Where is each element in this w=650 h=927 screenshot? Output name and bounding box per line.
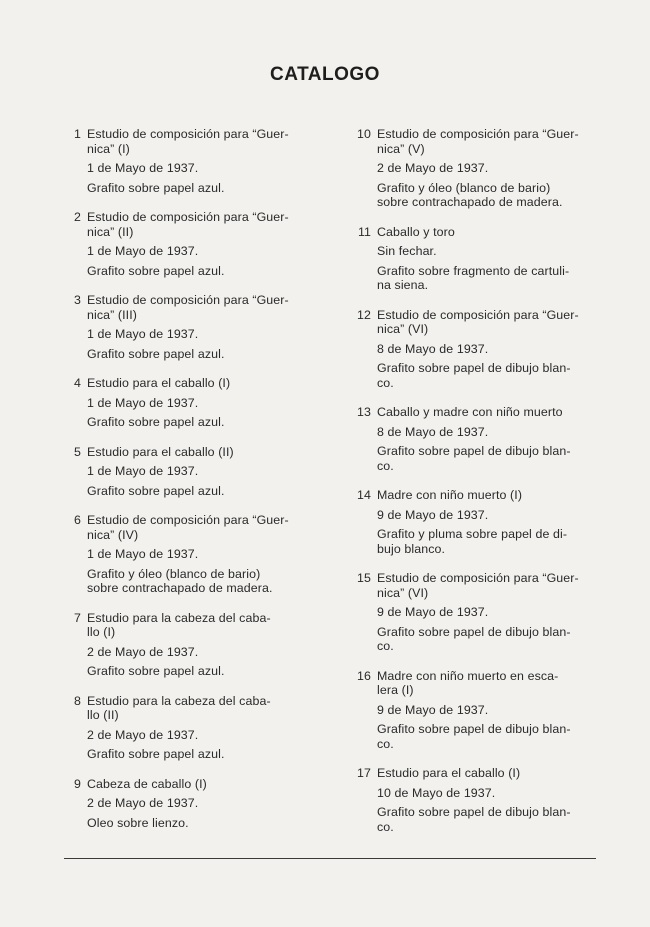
- entry-date: 2 de Mayo de 1937.: [87, 727, 199, 742]
- catalog-entry: [64, 210, 312, 278]
- entry-title-line: Estudio para el caballo (I): [87, 376, 231, 390]
- entry-number: 4: [74, 376, 81, 390]
- entry-number: 15: [357, 571, 371, 585]
- catalog-entry: [64, 127, 312, 195]
- entry-medium-line: Oleo sobre lienzo.: [87, 815, 189, 830]
- entry-medium-line: Grafito sobre papel azul.: [87, 180, 225, 195]
- entry-medium-line: co.: [377, 736, 394, 751]
- catalog-entry: [354, 405, 598, 473]
- entry-date: 2 de Mayo de 1937.: [87, 644, 199, 659]
- entry-title-line: nica” (IV): [87, 527, 139, 542]
- catalog-column-right: [354, 127, 598, 849]
- entry-title-line: Estudio de composición para “Guer-: [87, 210, 289, 224]
- entry-number: 3: [74, 293, 81, 307]
- entry-title-line: nica” (VI): [377, 585, 429, 600]
- entry-title-line: Estudio de composición para “Guer-: [87, 513, 289, 527]
- entry-title-line: Estudio para la cabeza del caba-: [87, 693, 271, 708]
- entry-medium-line: Grafito y pluma sobre papel de di-: [377, 527, 568, 541]
- entry-date: 9 de Mayo de 1937.: [377, 605, 489, 619]
- entry-number: 2: [74, 210, 81, 224]
- entry-title-line: Estudio para la cabeza del caba-: [87, 610, 271, 625]
- entry-medium-line: co.: [377, 458, 394, 473]
- entry-date: 1 de Mayo de 1937.: [87, 327, 199, 341]
- catalog-entry: [64, 694, 312, 762]
- entry-medium-line: co.: [377, 375, 394, 390]
- entry-medium-line: sobre contrachapado de madera.: [377, 195, 563, 209]
- entry-title-line: llo (I): [87, 625, 116, 639]
- entry-date: 1 de Mayo de 1937.: [87, 464, 199, 478]
- entry-title-line: Cabeza de caballo (I): [87, 776, 207, 791]
- entry-medium-line: Grafito sobre papel azul.: [87, 263, 225, 278]
- entry-medium-line: Grafito sobre papel de dibujo blan-: [377, 722, 571, 736]
- entry-title-line: Estudio para el caballo (II): [87, 444, 234, 459]
- catalog-entry: [64, 376, 312, 430]
- entry-date: 9 de Mayo de 1937.: [377, 507, 489, 522]
- catalog-column-left: [64, 127, 312, 845]
- entry-medium-line: Grafito sobre papel azul.: [87, 747, 225, 761]
- entry-number: 1: [74, 127, 81, 141]
- entry-medium-line: Grafito sobre papel de dibujo blan-: [377, 624, 571, 639]
- entry-medium-line: na siena.: [377, 278, 429, 292]
- entry-medium-line: Grafito sobre papel de dibujo blan-: [377, 361, 571, 375]
- entry-date: 1 de Mayo de 1937.: [87, 244, 199, 258]
- entry-date: 1 de Mayo de 1937.: [87, 547, 199, 561]
- entry-medium-line: Grafito sobre papel de dibujo blan-: [377, 805, 571, 819]
- page-title: CATALOGO: [270, 64, 380, 85]
- entry-title-line: Madre con niño muerto (I): [377, 488, 523, 502]
- entry-number: 5: [74, 444, 81, 459]
- entry-title-line: nica” (I): [87, 141, 130, 156]
- entry-title-line: Estudio de composición para “Guer-: [87, 127, 289, 141]
- entry-medium-line: sobre contrachapado de madera.: [87, 581, 273, 595]
- catalog-entry: [354, 488, 598, 556]
- entry-medium-line: co.: [377, 819, 394, 834]
- entry-date: 8 de Mayo de 1937.: [377, 424, 489, 439]
- entry-title-line: Estudio para el caballo (I): [377, 766, 521, 780]
- entry-date: 1 de Mayo de 1937.: [87, 161, 199, 175]
- entry-number: 16: [357, 668, 371, 683]
- catalog-entry: [64, 777, 312, 831]
- entry-date: 10 de Mayo de 1937.: [377, 785, 496, 800]
- entry-title-line: Madre con niño muerto en esca-: [377, 668, 559, 683]
- entry-title-line: Estudio de composición para “Guer-: [87, 293, 289, 307]
- entry-medium-line: Grafito sobre papel azul.: [87, 415, 225, 429]
- catalog-entry: [354, 669, 598, 752]
- entry-number: 7: [74, 610, 81, 625]
- entry-date: 1 de Mayo de 1937.: [87, 395, 199, 410]
- catalog-entry: [354, 571, 598, 654]
- entry-number: 14: [357, 488, 371, 502]
- catalog-entry: [354, 308, 598, 391]
- entry-medium-line: bujo blanco.: [377, 541, 446, 556]
- entry-medium-line: Grafito sobre papel azul.: [87, 346, 225, 361]
- entry-title-line: Estudio de composición para “Guer-: [377, 571, 579, 585]
- catalog-entry: [354, 225, 598, 293]
- entry-number: 17: [357, 766, 371, 780]
- entry-medium-line: Grafito y óleo (blanco de bario): [377, 180, 551, 195]
- entry-number: 13: [357, 405, 371, 419]
- entry-medium-line: Grafito sobre fragmento de cartuli-: [377, 263, 570, 278]
- entry-title-line: nica” (VI): [377, 322, 429, 336]
- entry-medium-line: Grafito y óleo (blanco de bario): [87, 566, 261, 581]
- entry-number: 8: [74, 693, 81, 708]
- entry-date: 2 de Mayo de 1937.: [87, 796, 199, 810]
- entry-medium-line: Grafito sobre papel azul.: [87, 483, 225, 498]
- entry-title-line: Caballo y madre con niño muerto: [377, 405, 563, 419]
- entry-title-line: Estudio de composición para “Guer-: [377, 307, 579, 322]
- entry-title-line: lera (I): [377, 683, 414, 697]
- entry-title-line: nica” (II): [87, 224, 134, 239]
- entry-title-line: llo (II): [87, 708, 119, 722]
- entry-date: Sin fechar.: [377, 244, 437, 258]
- entry-title-line: nica” (V): [377, 141, 425, 156]
- entry-medium-line: Grafito sobre papel de dibujo blan-: [377, 444, 571, 458]
- entry-medium-line: Grafito sobre papel azul.: [87, 664, 225, 678]
- footer-rule: [64, 858, 596, 859]
- entry-number: 12: [357, 307, 371, 322]
- entry-number: 6: [74, 513, 81, 527]
- entry-title-line: Caballo y toro: [377, 224, 455, 239]
- catalog-entry: [354, 127, 598, 210]
- catalog-entry: [64, 611, 312, 679]
- entry-number: 10: [357, 127, 371, 141]
- entry-medium-line: co.: [377, 639, 394, 653]
- entry-title-line: nica” (III): [87, 307, 137, 322]
- catalog-entry: [64, 513, 312, 596]
- entry-number: 11: [357, 224, 371, 239]
- catalog-entry: [64, 445, 312, 499]
- catalog-entry: [354, 766, 598, 834]
- entry-number: 9: [74, 776, 81, 791]
- entry-date: 8 de Mayo de 1937.: [377, 341, 489, 356]
- entry-date: 9 de Mayo de 1937.: [377, 702, 489, 717]
- entry-date: 2 de Mayo de 1937.: [377, 161, 489, 175]
- catalog-entry: [64, 293, 312, 361]
- entry-title-line: Estudio de composición para “Guer-: [377, 127, 579, 141]
